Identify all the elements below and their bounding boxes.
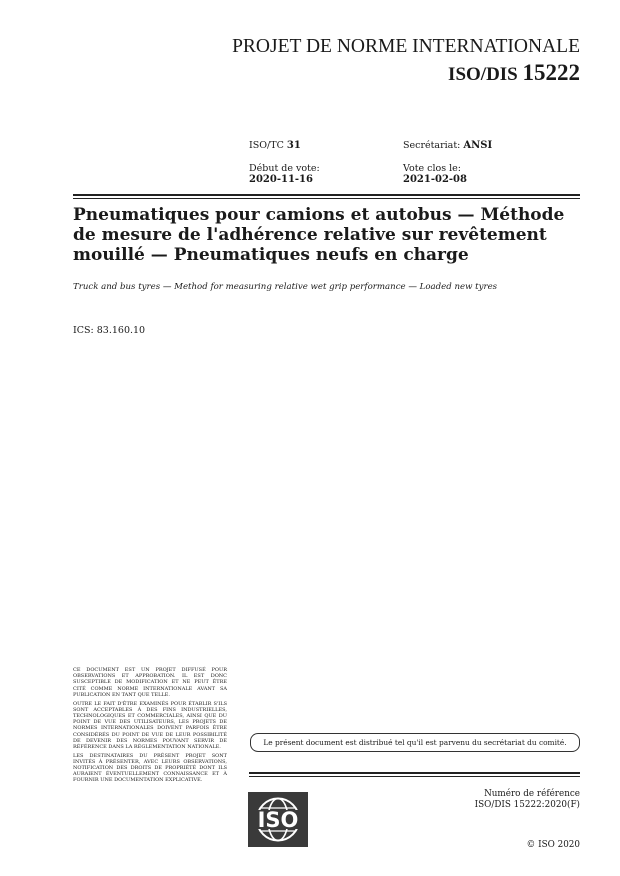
vote-start [249,163,320,185]
secretariat-value: ANSI [463,140,493,151]
vote-start-label: Début de vote: [249,163,320,174]
iso-logo [248,792,308,847]
copyright: © ISO 2020 [526,840,580,850]
reference-label: Numéro de référence [484,789,580,799]
secretariat [403,140,492,151]
vote-end-label: Vote clos le: [403,163,462,174]
ics-code: ICS: 83.160.10 [73,325,146,336]
header-rule-top [73,194,580,196]
footer-rule-top [249,772,580,774]
draft-disclaimer [73,667,227,786]
document-kind: PROJET DE NORME INTERNATIONALE [232,36,580,57]
document-number-prefix: ISO/DIS [448,64,523,85]
document-title: Pneumatiques pour camions et autobus — Méthode de mesure de l'adhérence relative sur revêtement mouillé — Pneumatiques neufs en charge [73,205,565,265]
document-subtitle: Truck and bus tyres — Method for measuring relative wet grip performance — Loaded new tyres [73,282,498,292]
disclaimer-paragraph: LES DESTINATAIRES DU PRÉSENT PROJET SONT INVITÉS À PRÉSENTER, AVEC LEURS OBSERVATIONS, NOTIFICATION DES DROITS DE PROPRIÉTÉ DONT ILS AURAIENT ÉVENTUELLEMENT CONNAISSANCE ET À FOURNIR UNE DOCUMENTATION EXPLICATIVE. [73,752,227,784]
distribution-note: Le présent document est distribué tel qu'il est parvenu du secrétariat du comité. [250,733,580,752]
vote-end-value: 2021-02-08 [403,174,467,185]
disclaimer-paragraph: CE DOCUMENT EST UN PROJET DIFFUSÉ POUR OBSERVATIONS ET APPROBATION. IL EST DONC SUSCEPTIBLE DE MODIFICATION ET NE PEUT ÊTRE CITÉ COMME NORME INTERNATIONALE AVANT SA PUBLICATION EN TANT QUE TELLE. [73,667,227,698]
document-number-value: 15222 [522,60,580,85]
header-rule-bottom [73,198,580,199]
secretariat-label: Secrétariat: [403,140,464,151]
disclaimer-paragraph: OUTRE LE FAIT D'ÊTRE EXAMINÉS POUR ÉTABLIR S'ILS SONT ACCEPTABLES À DES FINS INDUSTRIELLES, TECHNOLOGIQUES ET COMMERCIALES, AINSI QUE DU POINT DE VUE DES UTILISATEURS, LES PROJETS DE NORMES INTERNATIONALES DOIVENT PARFOIS ÊTRE CONSIDÉRÉS DU POINT DE VUE DE LEUR POSSIBILITÉ DE DEVENIR DES NORMES POUVANT SERVIR DE RÉFÉRENCE DANS LA RÉGLEMENTATION NATIONALE. [73,700,227,750]
footer-rule-bottom [249,776,580,777]
committee [249,140,301,151]
vote-start-value: 2020-11-16 [249,174,313,185]
committee-label: ISO/TC [249,140,287,151]
reference-value: ISO/DIS 15222:2020(F) [474,800,580,810]
iso-logo-text: ISO [257,808,299,832]
document-number [448,60,580,86]
vote-end [403,163,467,185]
committee-value: 31 [286,140,301,151]
